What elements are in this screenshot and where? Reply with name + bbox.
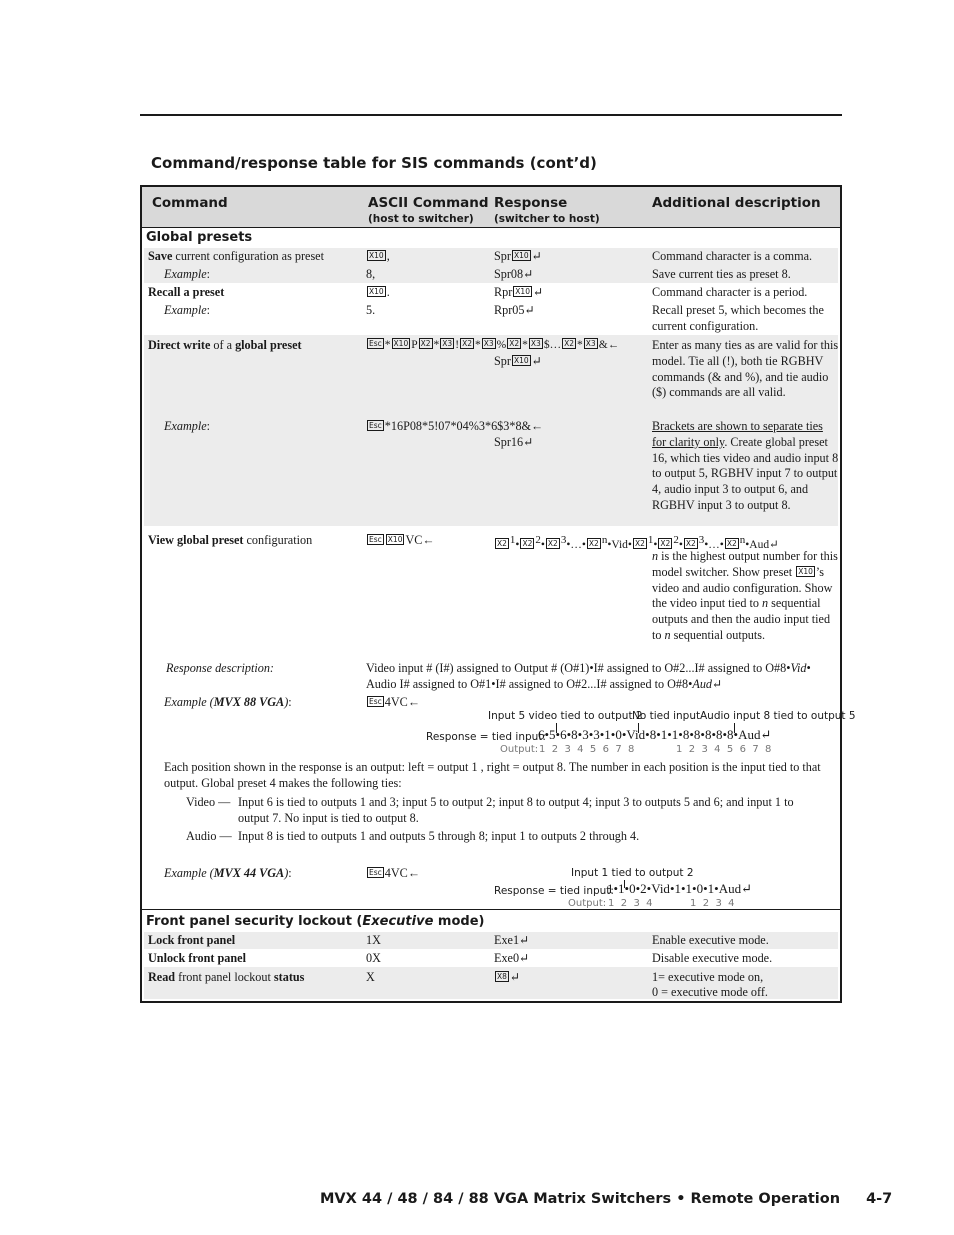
row-direct-example-resp: Spr16↵ — [494, 435, 534, 449]
footer-title: MVX 44 / 48 / 84 / 88 VGA Matrix Switchers • Remote Operation — [320, 1191, 841, 1207]
enter-icon: ↵ — [769, 538, 779, 551]
row-recall-example-label: Example: — [164, 303, 211, 317]
key-x2: X2 — [547, 538, 558, 548]
key-x2: X2 — [462, 339, 472, 348]
row-save-example-cmd: 8, — [366, 267, 376, 281]
key-esc: Esc — [369, 339, 382, 348]
row-unlock-desc: Disable executive mode. — [652, 951, 773, 965]
page-number: 4-7 — [866, 1191, 893, 1207]
row-read-label: Read front panel lockout status — [148, 970, 305, 984]
key-x10: X10 — [369, 251, 384, 260]
output-44-label: Output: — [568, 898, 607, 909]
key-x10: X10 — [393, 339, 409, 348]
top-rule — [140, 114, 842, 116]
enter-icon: ↵ — [741, 881, 752, 896]
key-x2: X2 — [420, 339, 431, 348]
enter-icon: ↵ — [519, 933, 530, 947]
enter-icon: ↵ — [760, 727, 772, 742]
col-response: Response — [494, 195, 568, 211]
example-88-cmd: Esc 4VC← — [369, 695, 420, 709]
row-recall-example-desc: Recall preset 5, which becomes the current configuration. — [652, 303, 824, 333]
col-command: Command — [152, 195, 228, 211]
key-x2: X2 — [509, 339, 520, 348]
video-text: Input 6 is tied to outputs 1 and 3; input 5 to output 2; input 8 to output 4; input 3 to outputs 5 and 6; and input 1 to output 7. No input is tied to output 8. — [238, 795, 794, 825]
key-x10: X10 — [387, 535, 403, 544]
enter-icon: ↵ — [531, 249, 542, 263]
enter-icon: ↵ — [523, 435, 534, 449]
row-direct-resp: Spr X10 ↵ — [494, 354, 542, 368]
row-save-resp: Spr X10 ↵ — [494, 249, 542, 263]
row-recall-resp: Rpr X10 ↵ — [494, 285, 544, 299]
enter-icon: ↵ — [712, 677, 723, 691]
row-recall-cmd: X10 . — [369, 285, 390, 299]
example-44-label: Example (MVX 44 VGA): — [164, 866, 292, 880]
key-x8: X8 — [497, 972, 507, 981]
row-lock-resp: Exe1↵ — [494, 933, 530, 947]
col-ascii-sub: (host to switcher) — [368, 213, 474, 225]
key-esc: Esc — [369, 421, 382, 430]
row-direct-label: Direct write of a global preset — [148, 338, 302, 352]
example-44-cmd: Esc 4VC← — [369, 866, 420, 880]
row-save-desc: Command character is a comma. — [652, 249, 813, 263]
output-88-video-nums: 1 2 3 4 5 6 7 8 — [539, 744, 635, 755]
key-x10: X10 — [513, 356, 529, 365]
col-additional: Additional description — [652, 195, 821, 211]
row-direct-desc: Enter as many ties as are valid for this model. Tie all (!), both tie RGBHV commands (& and %), and tie audio ($) commands are all valid. — [652, 338, 839, 400]
output-44-audio-nums: 1 2 3 4 — [690, 898, 735, 909]
response-88-value: 6•5•6•8•3•3•1•0•Vid•8•1•1•8•8•8•8•8•Aud↵ — [538, 727, 772, 742]
key-x2: X2 — [564, 339, 575, 348]
row-direct-cmd: Esc * X10 P X2 * X3 ! X2 * X3 % X2 * X3 $… X2 * X3 &← — [369, 339, 620, 351]
arrow-left-icon: ← — [531, 419, 544, 433]
callout-44: Input 1 tied to output 2 — [571, 867, 694, 879]
key-x3: X3 — [530, 339, 541, 348]
enter-icon: ↵ — [532, 285, 544, 299]
callout-no-tie: No tied input — [632, 710, 701, 722]
row-save-example-resp: Spr08↵ — [494, 267, 534, 281]
key-x2: X2 — [588, 538, 599, 548]
key-x3: X3 — [483, 339, 494, 348]
page-title: Command/response table for SIS commands (cont’d) — [151, 154, 597, 172]
row-direct-example-label: Example: — [164, 419, 211, 433]
video-label: Video — — [186, 795, 231, 809]
example-88-label: Example (MVX 88 VGA): — [164, 695, 292, 709]
row-save-example-label: Example: — [164, 267, 211, 281]
row-direct-example-cmd: Esc *16P08*5!07*04%3*6$3*8&← — [369, 419, 544, 433]
row-read-desc1: 1= executive mode on, — [652, 970, 764, 984]
enter-icon: ↵ — [531, 354, 542, 368]
row-save-example-desc: Save current ties as preset 8. — [652, 267, 791, 281]
row-unlock-resp: Exe0↵ — [494, 951, 530, 965]
key-x2: X2 — [497, 538, 507, 548]
row-direct-example-desc: Brackets are shown to separate ties for clarity only. Create global preset 16, which ties video and audio input 8 to output 5, RGBHV input 7 to output 4, audio input 3 to output 6, and RGBHV input 3 to output 8. — [652, 419, 839, 512]
row-unlock-label: Unlock front panel — [148, 951, 246, 965]
key-x10: X10 — [513, 251, 529, 260]
callout-audio-tie: Audio input 8 tied to output 5 — [700, 710, 856, 722]
callout-video-tie: Input 5 video tied to output 2 — [488, 710, 643, 722]
row-recall-example-cmd: 5. — [366, 303, 376, 317]
row-read-resp — [494, 970, 520, 986]
enter-icon: ↵ — [519, 951, 530, 965]
enter-icon: ↵ — [523, 267, 534, 281]
enter-icon: ↵ — [524, 303, 535, 317]
key-x2: X2 — [685, 538, 696, 548]
section-security: Front panel security lockout (Executive mode) — [146, 914, 485, 929]
row-lock-label: Lock front panel — [148, 933, 236, 947]
key-x10: X10 — [369, 287, 384, 296]
response-44-label: Response = tied input: — [494, 885, 614, 897]
key-x2: X2 — [726, 538, 737, 548]
key-esc: Esc — [369, 697, 382, 706]
row-unlock-cmd: 0X — [366, 951, 381, 965]
page-footer — [320, 1191, 892, 1207]
explain-paragraph: Each position shown in the response is an output: left = output 1 , right = output 8. The number in each position is the input tied to that output. Global preset 4 makes the following ties: — [164, 760, 821, 790]
row-recall-desc: Command character is a period. — [652, 285, 808, 299]
row-view-resp: X2 $^1$• X2 $^2$• X2 $^3$•…• X2 $^n$•Vid• X2 $^1$• X2 $^2$• X2 $^3$•…• X2 $^n$•Aud↵ — [497, 534, 779, 551]
col-response-sub: (switcher to host) — [494, 213, 600, 225]
row-view-cmd: Esc X10 VC← — [369, 533, 435, 547]
enter-icon: ↵ — [509, 970, 521, 984]
section-global-presets: Global presets — [146, 230, 253, 245]
output-44-video-nums: 1 2 3 4 — [608, 898, 653, 909]
key-esc: Esc — [369, 535, 382, 544]
row-lock-desc: Enable executive mode. — [652, 933, 769, 947]
key-x2: X2 — [522, 538, 533, 548]
key-x3: X3 — [442, 339, 453, 348]
row-save-cmd: X10 , — [369, 249, 390, 263]
key-x2: X2 — [660, 538, 671, 548]
response-description-label: Response description: — [166, 661, 274, 675]
audio-text: Input 8 is tied to outputs 1 and outputs 5 through 8; input 1 to outputs 2 through 4. — [238, 829, 640, 843]
row-save-label: Save current configuration as preset — [148, 249, 324, 263]
row-recall-example-resp: Rpr05↵ — [494, 303, 535, 317]
key-x10: X10 — [798, 566, 813, 576]
table-header — [142, 187, 840, 228]
arrow-left-icon: ← — [407, 866, 420, 880]
response-44-value: 1•1•0•2•Vid•1•1•0•1•Aud↵ — [607, 881, 752, 896]
output-88-label: Output: — [500, 744, 539, 755]
response-description-line1: Video input # (I#) assigned to Output # (O#1)•I# assigned to O#2...I# assigned to O#8•Vid• — [366, 661, 811, 675]
row-view-label: View global preset configuration — [148, 533, 313, 547]
response-88-label: Response = tied input: — [426, 731, 546, 743]
row-view-desc: n is the highest output number for this model switcher. Show preset X10 ’s video and audio configuration. Show the video input tied to n sequential outputs and then the audio input tied to n sequential outputs. — [652, 549, 838, 642]
key-x10: X10 — [515, 287, 530, 296]
command-table — [140, 185, 856, 1003]
row-recall-label: Recall a preset — [148, 285, 225, 299]
row-read-desc2: 0 = executive mode off. — [652, 985, 768, 999]
arrow-left-icon: ← — [422, 533, 435, 547]
key-x2: X2 — [634, 538, 645, 548]
arrow-left-icon: ← — [407, 695, 420, 709]
key-esc: Esc — [369, 868, 382, 877]
audio-label: Audio — — [186, 829, 232, 843]
key-x3: X3 — [585, 339, 596, 348]
arrow-left-icon: ← — [607, 339, 620, 351]
response-description-line2: Audio I# assigned to O#1•I# assigned to O#2...I# assigned to O#8•Aud↵ — [366, 677, 723, 691]
row-read-cmd: X — [366, 970, 375, 984]
output-88-audio-nums: 1 2 3 4 5 6 7 8 — [676, 744, 772, 755]
section-divider — [142, 909, 840, 910]
row-lock-cmd: 1X — [366, 933, 381, 947]
col-ascii: ASCII Command — [368, 195, 489, 211]
